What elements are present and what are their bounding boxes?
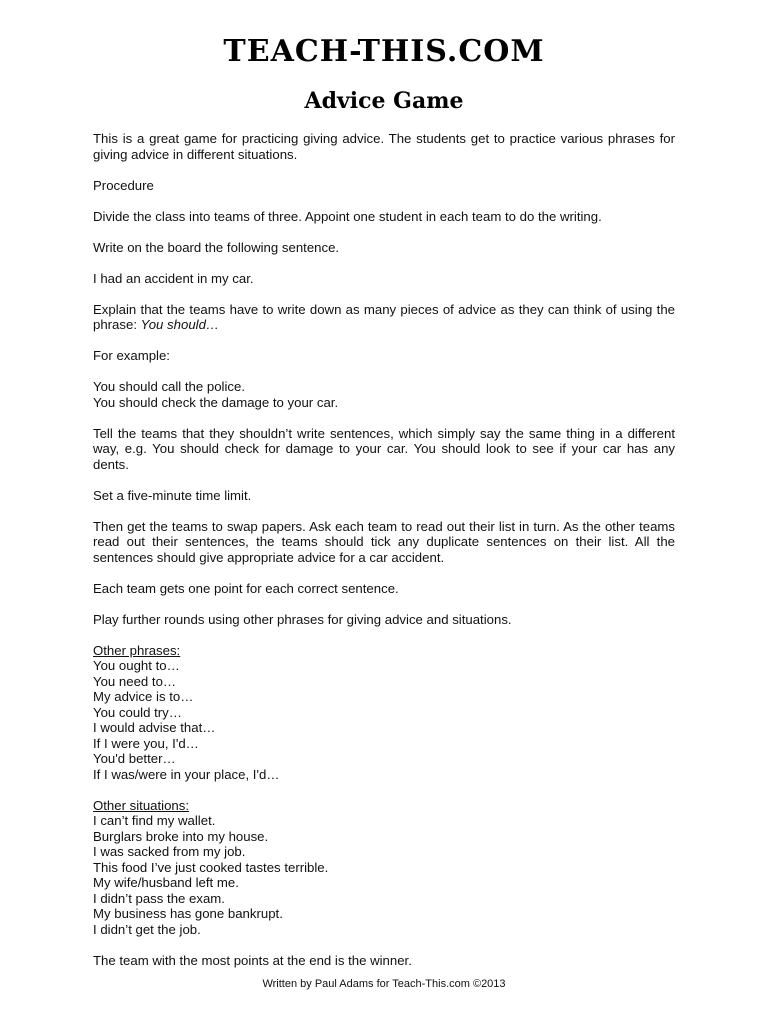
document-title: Advice Game — [304, 88, 464, 114]
phrases-section — [93, 643, 675, 783]
explain-text: Explain that the teams have to write down as many pieces of advice as they can think of using the phrase: — [93, 301, 675, 332]
rounds-paragraph: Play further rounds using other phrases for giving advice and situations. — [93, 611, 512, 627]
procedure-label: Procedure — [93, 177, 154, 193]
step-write: Write on the board the following sentence. — [93, 239, 340, 255]
situation-item: Burglars broke into my house. — [93, 828, 269, 844]
situations-section — [93, 798, 675, 938]
situation-item: I didn’t pass the exam. — [93, 890, 225, 906]
tell-paragraph: Tell the teams that they shouldn’t write sentences, which simply say the same thing in a different way, e.g. You should check for damage to your car. You should look to see if your car has any dents. — [93, 425, 675, 472]
phrase-item: If I were you, I'd… — [93, 735, 199, 751]
situation-item: I can’t find my wallet. — [93, 813, 216, 828]
situation-item: I was sacked from my job. — [93, 844, 246, 859]
phrase-item: You ought to… — [93, 658, 180, 673]
site-title: TEACH-THIS.COM — [223, 34, 545, 69]
explain-paragraph — [93, 302, 675, 333]
phrase-item: You could try… — [93, 704, 182, 720]
document-body — [93, 131, 675, 968]
step-divide: Divide the class into teams of three. Appoint one student in each team to do the writing. — [93, 208, 602, 224]
phrase-item: My advice is to… — [93, 689, 194, 704]
winner-paragraph: The team with the most points at the end is the winner. — [93, 952, 412, 968]
situations-heading: Other situations: — [93, 797, 190, 813]
example-item: You should check the damage to your car. — [93, 394, 339, 410]
time-limit: Set a five-minute time limit. — [93, 487, 252, 503]
phrase-item: You'd better… — [93, 751, 176, 766]
intro-paragraph: This is a great game for practicing giving advice. The students get to practice various phrases for giving advice in different situations. — [93, 131, 675, 162]
situation-item: This food I’ve just cooked tastes terrible. — [93, 859, 329, 875]
situation-item: My wife/husband left me. — [93, 875, 239, 890]
example-item: You should call the police. — [93, 379, 246, 394]
phrase-item: If I was/were in your place, I'd… — [93, 766, 280, 782]
points-paragraph: Each team gets one point for each correct sentence. — [93, 580, 399, 596]
situation-item: I didn’t get the job. — [93, 921, 201, 937]
explain-phrase: You should… — [140, 317, 220, 332]
example-list — [93, 379, 675, 410]
footer-credit: Written by Paul Adams for Teach-This.com ©2013 — [262, 978, 506, 990]
phrases-heading: Other phrases: — [93, 642, 181, 658]
sample-sentence: I had an accident in my car. — [93, 270, 254, 286]
example-label: For example: — [93, 348, 170, 363]
situation-item: My business has gone bankrupt. — [93, 906, 283, 921]
phrase-item: You need to… — [93, 673, 177, 689]
phrase-item: I would advise that… — [93, 720, 216, 735]
swap-paragraph: Then get the teams to swap papers. Ask each team to read out their list in turn. As the other teams read out their sentences, the teams should tick any duplicate sentences on their list. All the sentences should give appropriate advice for a car accident. — [93, 518, 675, 565]
